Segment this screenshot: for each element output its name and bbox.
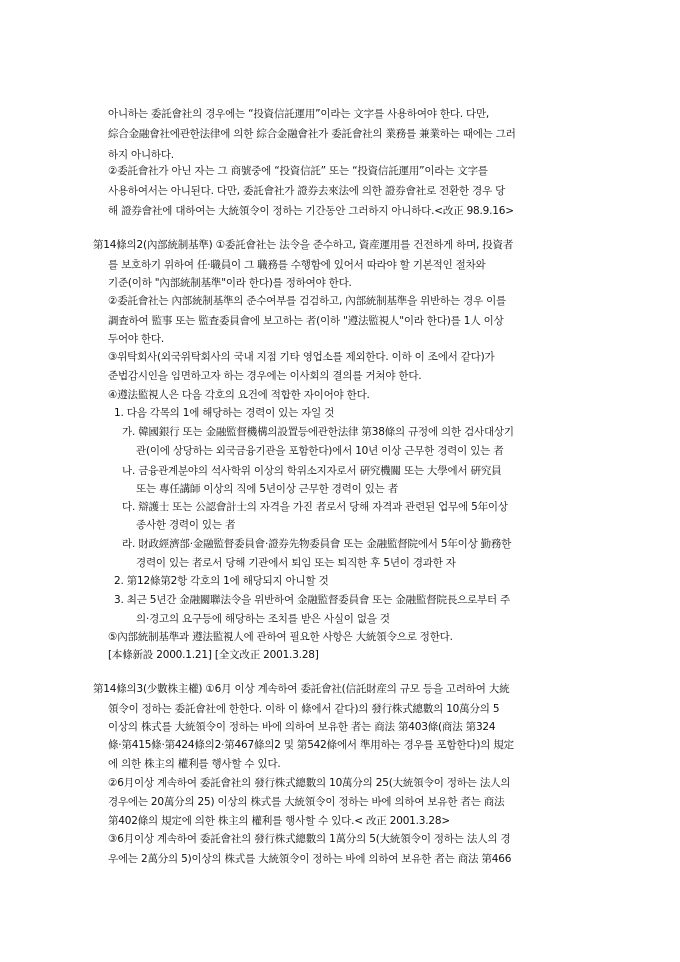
article-heading-line: 第14條의2(內部統制基準) ①委託會社는 法令을 준수하고, 資産運用를 건전하게 하며, 投資者	[93, 239, 514, 251]
text-line: 또는 專任講師 이상의 직에 5년이상 근무한 경력이 있는 者	[136, 483, 399, 495]
text-line: 다. 辯護士 또는 公認會計士의 자격을 가진 者로서 당해 자격과 관련된 업무에 5年이상	[122, 501, 508, 513]
text-line: 준법감시인을 임면하고자 하는 경우에는 이사회의 결의를 거쳐야 한다.	[108, 370, 422, 382]
text-line: 종사한 경력이 있는 者	[136, 519, 236, 531]
text-line: ⑤內部統制基準과 遵法監視人에 관하여 필요한 사항은 大統領令으로 정한다.	[108, 631, 453, 643]
text-line: 條·第415條·第424條의2·第467條의2 및 第542條에서 準用하는 경우를 포함한다)의 規定	[108, 739, 514, 751]
text-line: 를 보호하기 위하여 任·職員이 그 職務를 수행함에 있어서 따라야 할 기본적인 절차와	[108, 259, 486, 271]
text-line: 調査하여 監事 또는 監査委員會에 보고하는 者(이하 "遵法監視人"이라 한다)를 1人 이상	[108, 315, 504, 327]
text-line: 領令이 정하는 委託會社에 한한다. 이하 이 條에서 같다)의 發行株式總數의 10萬分의 5	[108, 703, 500, 715]
text-line: 하지 아니하다.	[108, 149, 174, 161]
text-line: 사용하여서는 아니된다. 다만, 委託會社가 證券去來法에 의한 證券會社로 전환한 경우 당	[108, 185, 506, 197]
text-line: 의·경고의 요구등에 해당하는 조치를 받은 사실이 없을 것	[136, 613, 390, 625]
text-line: ③위탁회사(외국위탁회사의 국내 지점 기타 영업소를 제외한다. 이하 이 조에서 같다)가	[108, 351, 495, 363]
text-line: 두어야 한다.	[108, 333, 164, 345]
text-line: 에 의한 株主의 權利를 행사할 수 있다.	[108, 758, 281, 770]
text-line: 경우에는 20萬分의 25) 이상의 株式를 大統領令이 정하는 바에 의하여 보유한 者는 商法	[108, 796, 505, 808]
text-line: 해 證券會社에 대하여는 大統領令이 정하는 기간동안 그러하지 아니하다.<改正 98.9.16>	[108, 205, 514, 217]
text-line: 경력이 있는 者로서 당해 기관에서 퇴임 또는 퇴직한 후 5년이 경과한 자	[136, 557, 456, 569]
text-line: 綜合金融會社에관한法律에 의한 綜合金融會社가 委託會社의 業務를 兼業하는 때에는 그러	[108, 128, 516, 140]
text-line: 우에는 2萬分의 5)이상의 株式를 大統領令이 정하는 바에 의하여 보유한 者는 商法 第466	[108, 853, 512, 865]
text-line: 이상의 株式를 大統領令이 정하는 바에 의하여 보유한 者는 商法 第403條(商法 第324	[108, 721, 496, 733]
text-line: 第402條의 規定에 의한 株主의 權利를 행사할 수 있다.< 改正 2001.3.28>	[108, 815, 450, 827]
text-line: ②委託會社는 內部統制基準의 준수여부를 검검하고, 內部統制基準을 위반하는 경우 이를	[108, 295, 506, 307]
text-line: ②委託會社가 아닌 자는 그 商號중에 “投資信託” 또는 “投資信託運用”이라는 文字를	[108, 165, 488, 177]
text-line: 1. 다음 각목의 1에 해당하는 경력이 있는 자일 것	[114, 407, 335, 419]
text-line: 나. 금융관계분야의 석사학위 이상의 학위소지자로서 硏究機關 또는 大學에서 硏究員	[122, 465, 502, 477]
text-line: ③6月이상 계속하여 委託會社의 發行株式總數의 1萬分의 5(大統領令이 정하는 法人의 경	[108, 833, 511, 845]
text-line: 3. 최근 5년간 金融關聯法令을 위반하여 金融監督委員會 또는 金融監督院長으로부터 주	[114, 594, 510, 606]
text-line: 아니하는 委託會社의 경우에는 “投資信託運用”이라는 文字를 사용하여야 한다. 다만,	[108, 108, 490, 120]
text-line: ②6月이상 계속하여 委託會社의 發行株式總數의 10萬分의 25(大統領令이 정하는 法人의	[108, 777, 511, 789]
amendment-note: [本條新設 2000.1.21] [全文改正 2001.3.28]	[108, 649, 319, 661]
text-line: 가. 韓國銀行 또는 金融監督機構의設置등에관한法律 第38條의 규정에 의한 검사대상기	[122, 426, 514, 438]
text-line: 기준(이하 "內部統制基準"이라 한다)를 정하여야 한다.	[108, 277, 352, 289]
text-line: 라. 財政經濟部·金融監督委員會·證券先物委員會 또는 金融監督院에서 5年이상 勤務한	[122, 538, 512, 550]
text-line: 관(이에 상당하는 외국금융기관을 포함한다)에서 10년 이상 근무한 경력이 있는 者	[136, 445, 504, 457]
text-line: 2. 第12條第2항 각호의 1에 해당되지 아니할 것	[114, 575, 329, 587]
article-heading-line: 第14條의3(少數株主權) ①6月 이상 계속하여 委託會社(信託財産의 규모 등을 고려하여 大統	[93, 683, 510, 695]
text-line: ④遵法監視人은 다음 각호의 요건에 적합한 자이어야 한다.	[108, 389, 370, 401]
